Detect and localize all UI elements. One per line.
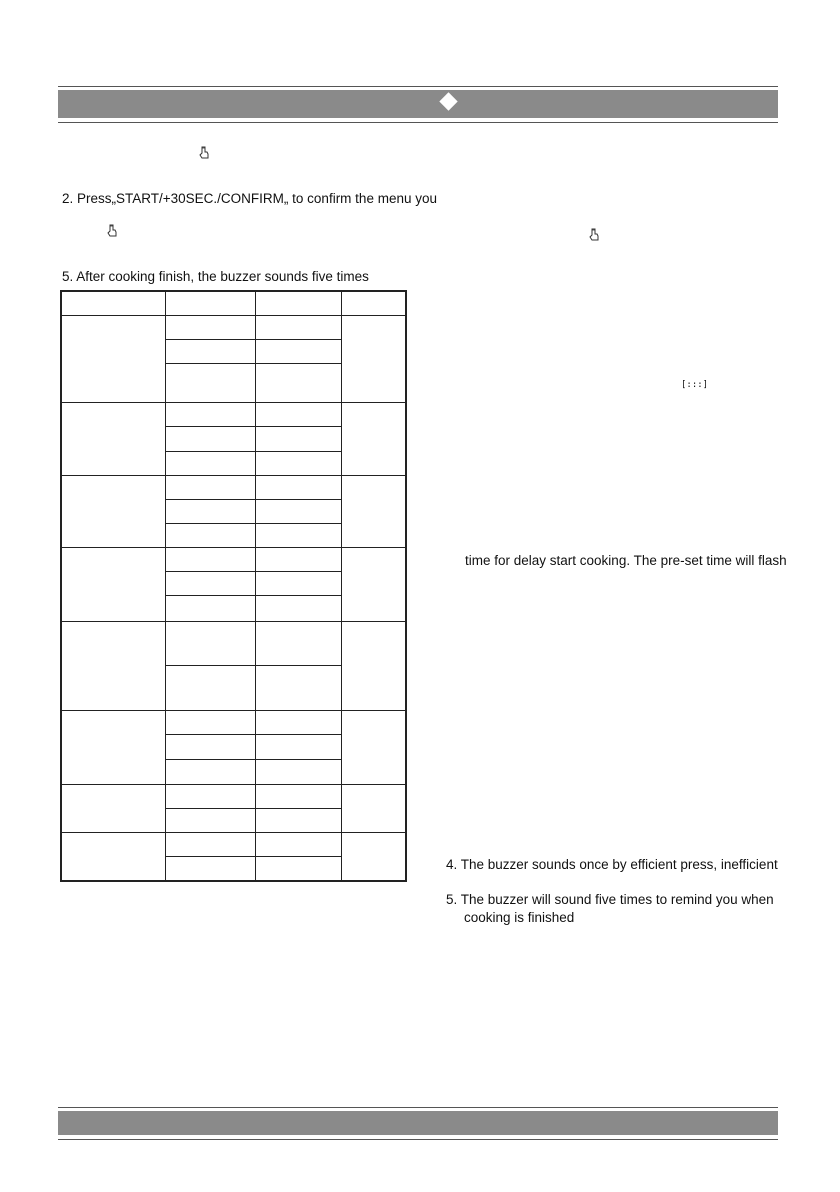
- table-cell: [61, 711, 165, 784]
- footer-band: [58, 1111, 778, 1135]
- table-row: [61, 548, 406, 572]
- table-cell: [165, 857, 255, 881]
- table-row: [61, 315, 406, 339]
- table-cell: [165, 315, 255, 339]
- footer-bottom-rule: [58, 1139, 778, 1140]
- table-cell: [255, 735, 341, 759]
- table-cell: [341, 621, 406, 711]
- table-cell: [165, 291, 255, 315]
- table-cell: [255, 451, 341, 475]
- auto-menu-table: [60, 290, 407, 882]
- table-cell: [165, 833, 255, 857]
- table-cell: [61, 315, 165, 403]
- table-cell: [255, 291, 341, 315]
- table-cell: [165, 548, 255, 572]
- buzzer-five-text: 5. The buzzer will sound five times to remind you when: [446, 892, 774, 907]
- table-cell: [255, 596, 341, 621]
- header-top-rule: [58, 86, 778, 87]
- table-cell: [341, 784, 406, 832]
- table-cell: [255, 833, 341, 857]
- table-row: [61, 475, 406, 499]
- header-bottom-rule: [58, 122, 778, 123]
- table-cell: [165, 499, 255, 523]
- table-cell: [255, 621, 341, 665]
- table-cell: [255, 572, 341, 596]
- table-cell: [255, 499, 341, 523]
- table-cell: [255, 339, 341, 363]
- table-cell: [165, 621, 255, 665]
- table-cell: [165, 451, 255, 475]
- table-cell: [255, 548, 341, 572]
- table-cell: [165, 339, 255, 363]
- table-cell: [255, 363, 341, 402]
- table-cell: [165, 759, 255, 784]
- table-row: [61, 711, 406, 735]
- table-cell: [165, 427, 255, 451]
- table-cell: [165, 711, 255, 735]
- table-cell: [341, 291, 406, 315]
- table-cell: [341, 711, 406, 784]
- hand-press-icon: [589, 228, 600, 241]
- table-cell: [255, 784, 341, 808]
- table-cell: [255, 427, 341, 451]
- table-cell: [61, 403, 165, 475]
- table-cell: [165, 784, 255, 808]
- table-cell: [165, 572, 255, 596]
- table-cell: [255, 665, 341, 710]
- table-cell: [341, 403, 406, 475]
- table-cell: [165, 735, 255, 759]
- table-row: [61, 833, 406, 857]
- table-cell: [341, 833, 406, 881]
- table-cell: [165, 475, 255, 499]
- table-cell: [255, 315, 341, 339]
- hand-press-icon: [199, 146, 210, 159]
- footer-top-rule: [58, 1107, 778, 1108]
- table-cell: [255, 711, 341, 735]
- table-cell: [165, 524, 255, 548]
- buzzer-once-text: 4. The buzzer sounds once by efficient press, inefficient: [446, 857, 778, 872]
- table-cell: [255, 524, 341, 548]
- table-cell: [255, 403, 341, 427]
- header-band: [58, 90, 778, 118]
- table-row: [61, 784, 406, 808]
- instruction-step-2: 2. Press„START/+30SEC./CONFIRM„ to confirm the menu you: [62, 191, 437, 206]
- instruction-step-5: 5. After cooking finish, the buzzer sounds five times: [62, 269, 369, 284]
- table-cell: [61, 548, 165, 621]
- table-row: [61, 621, 406, 665]
- table-cell: [341, 548, 406, 621]
- table-cell: [165, 596, 255, 621]
- table-row: [61, 403, 406, 427]
- table-header-row: [61, 291, 406, 315]
- table-cell: [341, 475, 406, 547]
- hand-press-icon: [107, 224, 118, 237]
- delay-start-text: time for delay start cooking. The pre-set time will flash: [465, 553, 787, 568]
- table-cell: [255, 808, 341, 832]
- table-cell: [165, 363, 255, 402]
- table-cell: [61, 621, 165, 711]
- table-cell: [341, 315, 406, 403]
- table-cell: [61, 291, 165, 315]
- table-cell: [255, 857, 341, 881]
- cooking-finished-text: cooking is finished: [464, 910, 575, 925]
- table-cell: [165, 808, 255, 832]
- table-cell: [165, 665, 255, 710]
- table-cell: [255, 759, 341, 784]
- table-cell: [61, 833, 165, 881]
- table-cell: [61, 475, 165, 547]
- table-cell: [165, 403, 255, 427]
- display-segment-icon: [:::]: [681, 380, 709, 390]
- table-cell: [61, 784, 165, 832]
- table-cell: [255, 475, 341, 499]
